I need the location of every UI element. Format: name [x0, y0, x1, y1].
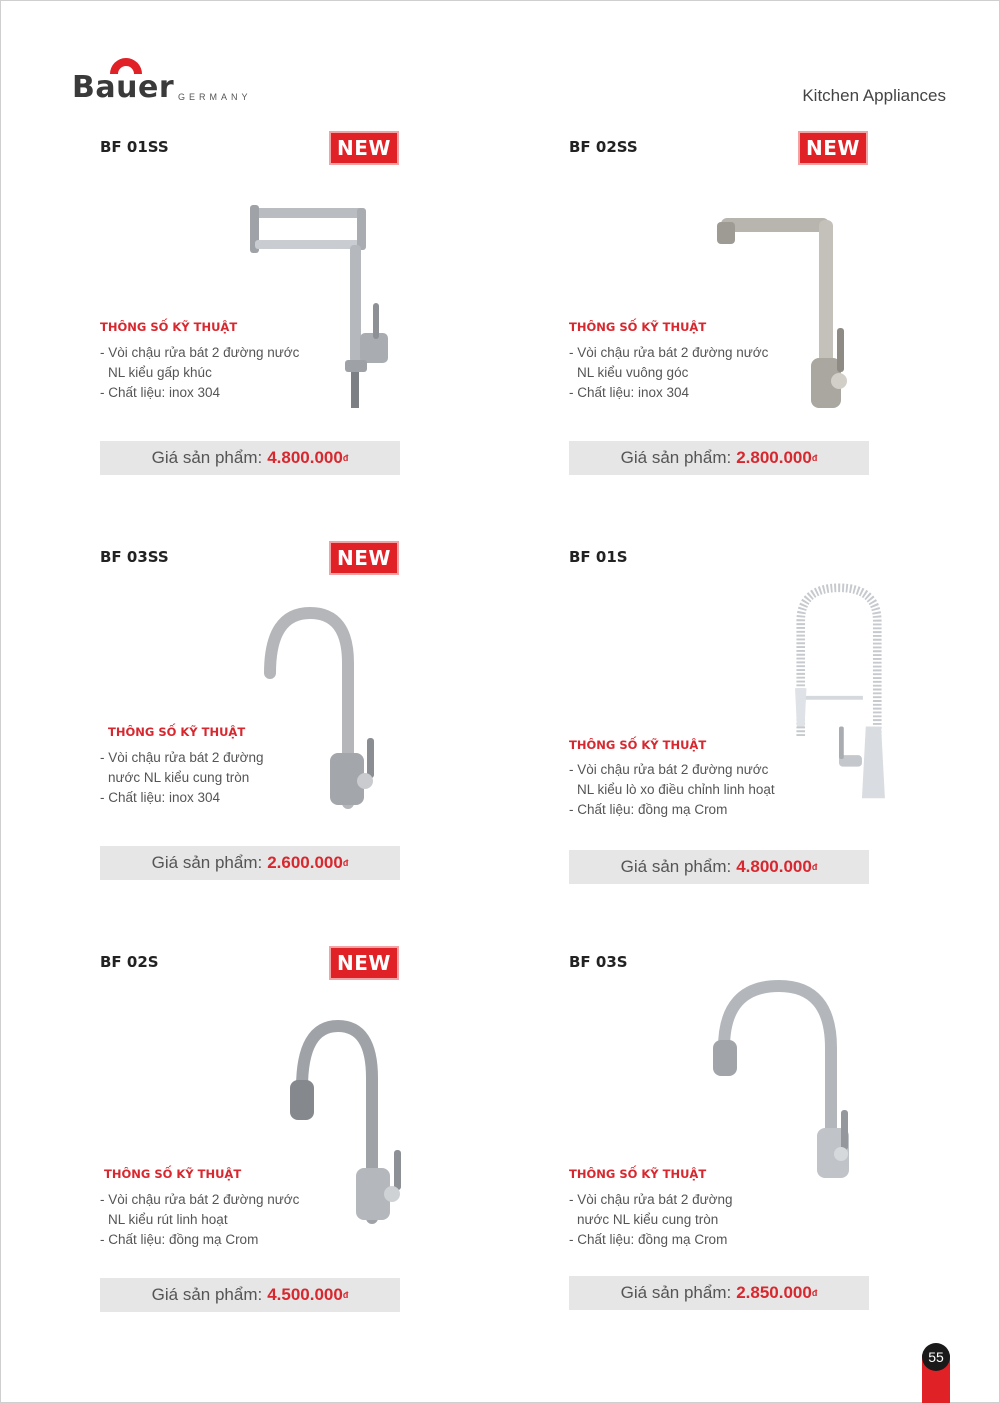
- spec-line: - Chất liệu: inox 304: [569, 385, 690, 400]
- spec-title: THÔNG SỐ KỸ THUẬT: [569, 1167, 707, 1181]
- product-code: BF 01S: [569, 548, 628, 566]
- pull-down-faucet-icon: [709, 978, 869, 1198]
- price-box: [100, 441, 400, 475]
- price-label: Giá sản phẩm:: [620, 448, 732, 467]
- page-number: 55: [922, 1343, 950, 1371]
- price-value: 2.800.000: [736, 448, 812, 467]
- spec-line: nước NL kiểu cung tròn: [577, 1212, 719, 1227]
- spec-line: - Vòi chậu rửa bát 2 đường nước: [100, 1192, 300, 1207]
- spec-line: - Vòi chậu rửa bát 2 đường nước: [569, 345, 769, 360]
- price-value: 4.800.000: [267, 448, 343, 467]
- brand-subtitle: GERMANY: [178, 92, 252, 102]
- spec-line: nước NL kiểu cung tròn: [108, 770, 250, 785]
- price-box: [100, 1278, 400, 1312]
- spec-line: - Chất liệu: đồng mạ Crom: [569, 802, 728, 817]
- spec-line: NL kiểu lò xo điều chỉnh linh hoạt: [577, 782, 775, 797]
- spec-list: [100, 748, 264, 808]
- product-card: [100, 548, 420, 918]
- price-box: [569, 1276, 869, 1310]
- currency-symbol: đ: [811, 1288, 818, 1298]
- spec-line: - Chất liệu: đồng mạ Crom: [100, 1232, 259, 1247]
- product-code: BF 01SS: [100, 138, 169, 156]
- product-card: [569, 953, 889, 1323]
- price-label: Giá sản phẩm:: [620, 857, 732, 876]
- new-badge: NEW: [798, 131, 868, 165]
- product-code: BF 03SS: [100, 548, 169, 566]
- spec-line: NL kiểu gấp khúc: [108, 365, 212, 380]
- spec-title: THÔNG SỐ KỸ THUẬT: [108, 725, 246, 739]
- price-box: [569, 850, 869, 884]
- spec-line: - Vòi chậu rửa bát 2 đường nước: [569, 762, 769, 777]
- page-category: Kitchen Appliances: [802, 86, 946, 105]
- price-value: 4.800.000: [736, 857, 812, 876]
- price-value: 4.500.000: [267, 1285, 343, 1304]
- product-code: BF 02SS: [569, 138, 638, 156]
- arc-faucet-icon: [250, 603, 410, 823]
- page-number-marker: [922, 1343, 950, 1403]
- spec-title: THÔNG SỐ KỸ THUẬT: [104, 1167, 242, 1181]
- brand-logo: [72, 44, 262, 108]
- price-value: 2.850.000: [736, 1283, 812, 1302]
- currency-symbol: đ: [342, 858, 349, 868]
- brand-name: Bauer: [72, 70, 175, 105]
- product-code: BF 02S: [100, 953, 159, 971]
- spec-line: - Chất liệu: đồng mạ Crom: [569, 1232, 728, 1247]
- product-card: [569, 138, 889, 508]
- spec-list: [100, 343, 299, 403]
- spec-line: - Vòi chậu rửa bát 2 đường: [569, 1192, 733, 1207]
- spec-line: - Chất liệu: inox 304: [100, 385, 221, 400]
- price-value: 2.600.000: [267, 853, 343, 872]
- price-box: [100, 846, 400, 880]
- currency-symbol: đ: [811, 453, 818, 463]
- spec-line: NL kiểu rút linh hoạt: [108, 1212, 228, 1227]
- product-card: [100, 138, 420, 508]
- price-label: Giá sản phẩm:: [151, 1285, 263, 1304]
- currency-symbol: đ: [811, 862, 818, 872]
- product-card: [569, 548, 889, 918]
- spec-line: - Vòi chậu rửa bát 2 đường nước: [100, 345, 300, 360]
- spec-line: NL kiểu vuông góc: [577, 365, 689, 380]
- price-label: Giá sản phẩm:: [620, 1283, 732, 1302]
- currency-symbol: đ: [342, 453, 349, 463]
- price-label: Giá sản phẩm:: [151, 853, 263, 872]
- spec-title: THÔNG SỐ KỸ THUẬT: [569, 320, 707, 334]
- currency-symbol: đ: [342, 1290, 349, 1300]
- new-badge: NEW: [329, 131, 399, 165]
- price-label: Giá sản phẩm:: [151, 448, 263, 467]
- spec-list: [569, 343, 768, 403]
- spec-line: - Chất liệu: inox 304: [100, 790, 221, 805]
- spring-faucet-icon: [759, 583, 919, 803]
- price-box: [569, 441, 869, 475]
- spec-line: - Vòi chậu rửa bát 2 đường: [100, 750, 264, 765]
- spec-list: [569, 760, 775, 820]
- new-badge: NEW: [329, 946, 399, 980]
- spec-title: THÔNG SỐ KỸ THUẬT: [100, 320, 238, 334]
- spec-list: [100, 1190, 299, 1250]
- product-card: [100, 953, 420, 1323]
- spec-title: THÔNG SỐ KỸ THUẬT: [569, 738, 707, 752]
- spec-list: [569, 1190, 733, 1250]
- product-code: BF 03S: [569, 953, 628, 971]
- new-badge: NEW: [329, 541, 399, 575]
